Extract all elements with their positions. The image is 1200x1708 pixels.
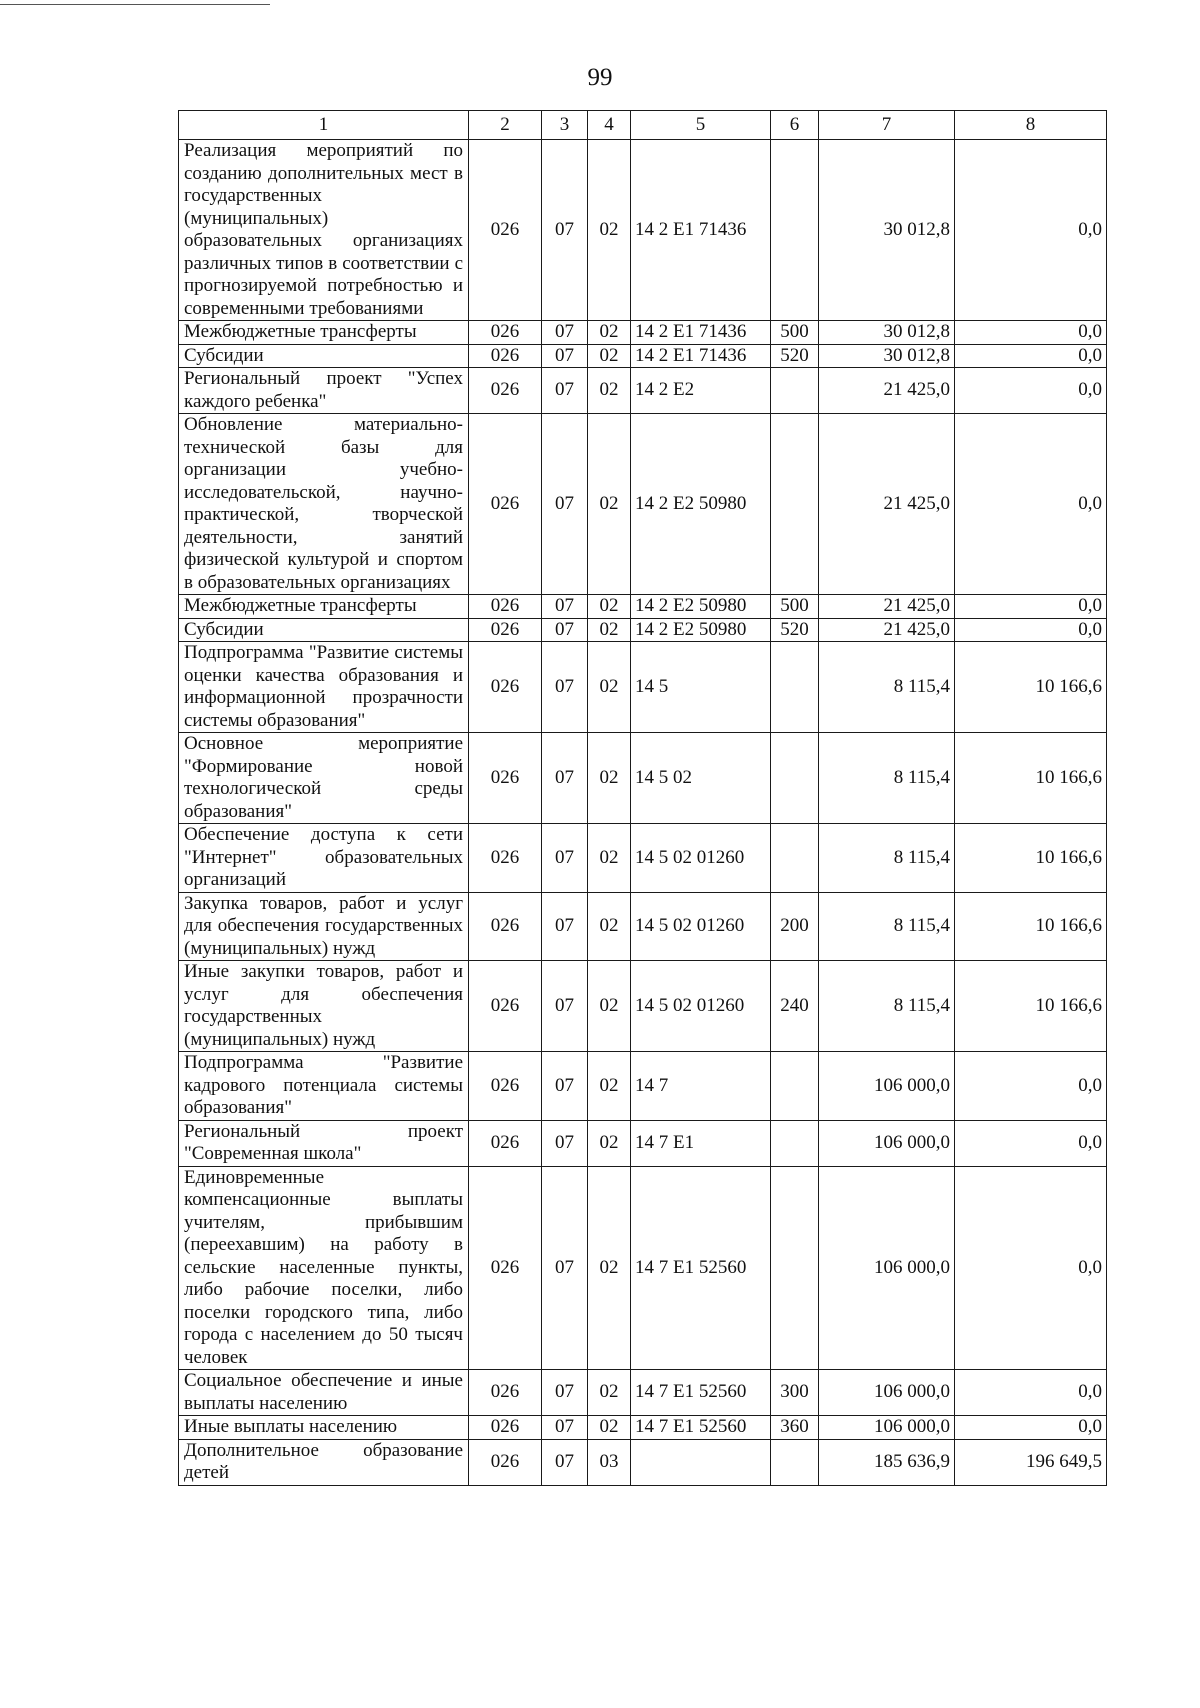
expense-type-cell (771, 1166, 819, 1370)
row-name-cell: Подпрограмма "Развитие системы оценки качества образования и информационной прозрачности системы образования" (179, 642, 469, 733)
amount-col7-cell: 106 000,0 (819, 1416, 955, 1440)
amount-col7-cell: 8 115,4 (819, 733, 955, 824)
ministry-code-cell: 026 (469, 344, 542, 368)
amount-col7-cell: 106 000,0 (819, 1166, 955, 1370)
amount-col8-cell: 0,0 (955, 1120, 1107, 1166)
row-name-cell: Дополнительное образование детей (179, 1439, 469, 1485)
column-header: 8 (955, 111, 1107, 140)
column-header: 4 (588, 111, 631, 140)
amount-col8-cell: 196 649,5 (955, 1439, 1107, 1485)
amount-col8-cell: 0,0 (955, 321, 1107, 345)
target-article-cell: 14 5 02 01260 (631, 824, 771, 893)
table-row (179, 824, 1107, 893)
ministry-code-cell: 026 (469, 368, 542, 414)
table-row (179, 414, 1107, 595)
amount-col8-cell: 10 166,6 (955, 892, 1107, 961)
subsection-code-cell: 02 (588, 961, 631, 1052)
ministry-code-cell: 026 (469, 595, 542, 619)
amount-col7-cell: 21 425,0 (819, 414, 955, 595)
amount-col8-cell: 0,0 (955, 618, 1107, 642)
expense-type-cell: 500 (771, 595, 819, 619)
subsection-code-cell: 02 (588, 321, 631, 345)
target-article-cell: 14 2 E2 50980 (631, 595, 771, 619)
section-code-cell: 07 (542, 140, 588, 321)
target-article-cell (631, 1439, 771, 1485)
column-header: 6 (771, 111, 819, 140)
column-header: 2 (469, 111, 542, 140)
amount-col8-cell: 10 166,6 (955, 733, 1107, 824)
subsection-code-cell: 02 (588, 733, 631, 824)
section-code-cell: 07 (542, 368, 588, 414)
amount-col8-cell: 0,0 (955, 414, 1107, 595)
expense-type-cell (771, 642, 819, 733)
table-row (179, 961, 1107, 1052)
table-body (179, 111, 1107, 1486)
amount-col8-cell: 0,0 (955, 1370, 1107, 1416)
subsection-code-cell: 02 (588, 1166, 631, 1370)
ministry-code-cell: 026 (469, 140, 542, 321)
subsection-code-cell: 02 (588, 1370, 631, 1416)
target-article-cell: 14 5 02 (631, 733, 771, 824)
section-code-cell: 07 (542, 642, 588, 733)
target-article-cell: 14 5 02 01260 (631, 961, 771, 1052)
table-row (179, 1120, 1107, 1166)
target-article-cell: 14 2 E2 50980 (631, 414, 771, 595)
subsection-code-cell: 02 (588, 140, 631, 321)
section-code-cell: 07 (542, 961, 588, 1052)
amount-col7-cell: 185 636,9 (819, 1439, 955, 1485)
expense-type-cell (771, 733, 819, 824)
amount-col8-cell: 0,0 (955, 1052, 1107, 1121)
subsection-code-cell: 02 (588, 1052, 631, 1121)
expense-type-cell: 240 (771, 961, 819, 1052)
amount-col7-cell: 30 012,8 (819, 344, 955, 368)
subsection-code-cell: 02 (588, 824, 631, 893)
subsection-code-cell: 02 (588, 1416, 631, 1440)
amount-col8-cell: 0,0 (955, 140, 1107, 321)
row-name-cell: Обеспечение доступа к сети "Интернет" образовательных организаций (179, 824, 469, 893)
target-article-cell: 14 7 E1 52560 (631, 1166, 771, 1370)
row-name-cell: Основное мероприятие "Формирование новой технологической среды образования" (179, 733, 469, 824)
row-name-cell: Региональный проект "Современная школа" (179, 1120, 469, 1166)
budget-table (178, 110, 1107, 1486)
expense-type-cell (771, 1052, 819, 1121)
row-name-cell: Закупка товаров, работ и услуг для обеспечения государственных (муниципальных) нужд (179, 892, 469, 961)
section-code-cell: 07 (542, 618, 588, 642)
expense-type-cell: 520 (771, 618, 819, 642)
amount-col8-cell: 10 166,6 (955, 642, 1107, 733)
table-row (179, 1416, 1107, 1440)
subsection-code-cell: 02 (588, 368, 631, 414)
section-code-cell: 07 (542, 414, 588, 595)
amount-col8-cell: 10 166,6 (955, 824, 1107, 893)
row-name-cell: Иные закупки товаров, работ и услуг для обеспечения государственных (муниципальных) нужд (179, 961, 469, 1052)
row-name-cell: Межбюджетные трансферты (179, 595, 469, 619)
amount-col7-cell: 8 115,4 (819, 961, 955, 1052)
row-name-cell: Региональный проект "Успех каждого ребенка" (179, 368, 469, 414)
amount-col8-cell: 0,0 (955, 344, 1107, 368)
ministry-code-cell: 026 (469, 892, 542, 961)
table-row (179, 595, 1107, 619)
page-number: 99 (587, 64, 613, 91)
ministry-code-cell: 026 (469, 1416, 542, 1440)
row-name-cell: Межбюджетные трансферты (179, 321, 469, 345)
row-name-cell: Иные выплаты населению (179, 1416, 469, 1440)
expense-type-cell (771, 368, 819, 414)
column-header: 3 (542, 111, 588, 140)
row-name-cell: Социальное обеспечение и иные выплаты населению (179, 1370, 469, 1416)
amount-col7-cell: 30 012,8 (819, 321, 955, 345)
table-row (179, 321, 1107, 345)
amount-col7-cell: 8 115,4 (819, 642, 955, 733)
amount-col7-cell: 106 000,0 (819, 1052, 955, 1121)
expense-type-cell (771, 1120, 819, 1166)
subsection-code-cell: 02 (588, 618, 631, 642)
expense-type-cell (771, 1439, 819, 1485)
ministry-code-cell: 026 (469, 824, 542, 893)
table-row (179, 733, 1107, 824)
ministry-code-cell: 026 (469, 414, 542, 595)
target-article-cell: 14 2 E1 71436 (631, 321, 771, 345)
section-code-cell: 07 (542, 344, 588, 368)
target-article-cell: 14 7 E1 52560 (631, 1370, 771, 1416)
amount-col8-cell: 10 166,6 (955, 961, 1107, 1052)
amount-col7-cell: 21 425,0 (819, 618, 955, 642)
section-code-cell: 07 (542, 1166, 588, 1370)
subsection-code-cell: 03 (588, 1439, 631, 1485)
section-code-cell: 07 (542, 1439, 588, 1485)
section-code-cell: 07 (542, 1052, 588, 1121)
ministry-code-cell: 026 (469, 321, 542, 345)
expense-type-cell (771, 414, 819, 595)
amount-col8-cell: 0,0 (955, 1166, 1107, 1370)
section-code-cell: 07 (542, 824, 588, 893)
subsection-code-cell: 02 (588, 892, 631, 961)
target-article-cell: 14 2 E1 71436 (631, 140, 771, 321)
ministry-code-cell: 026 (469, 1370, 542, 1416)
table-row (179, 618, 1107, 642)
target-article-cell: 14 2 E1 71436 (631, 344, 771, 368)
target-article-cell: 14 7 E1 52560 (631, 1416, 771, 1440)
amount-col7-cell: 30 012,8 (819, 140, 955, 321)
row-name-cell: Субсидии (179, 618, 469, 642)
amount-col7-cell: 106 000,0 (819, 1120, 955, 1166)
subsection-code-cell: 02 (588, 414, 631, 595)
expense-type-cell (771, 140, 819, 321)
ministry-code-cell: 026 (469, 618, 542, 642)
column-header: 5 (631, 111, 771, 140)
amount-col7-cell: 8 115,4 (819, 892, 955, 961)
target-article-cell: 14 2 E2 (631, 368, 771, 414)
column-header: 1 (179, 111, 469, 140)
expense-type-cell: 500 (771, 321, 819, 345)
target-article-cell: 14 2 E2 50980 (631, 618, 771, 642)
amount-col8-cell: 0,0 (955, 368, 1107, 414)
table-row (179, 892, 1107, 961)
section-code-cell: 07 (542, 1120, 588, 1166)
column-header: 7 (819, 111, 955, 140)
ministry-code-cell: 026 (469, 1439, 542, 1485)
ministry-code-cell: 026 (469, 961, 542, 1052)
ministry-code-cell: 026 (469, 733, 542, 824)
section-code-cell: 07 (542, 1416, 588, 1440)
ministry-code-cell: 026 (469, 1166, 542, 1370)
row-name-cell: Реализация мероприятий по созданию дополнительных мест в государственных (муниципальных) образовательных организациях различных типов в соответствии с прогнозируемой потребностью и современными требованиями (179, 140, 469, 321)
table-row (179, 1439, 1107, 1485)
row-name-cell: Обновление материально-технической базы для организации учебно-исследовательской, научно-практической, творческой деятельности, занятий физической культурой и спортом в образовательных организациях (179, 414, 469, 595)
amount-col7-cell: 21 425,0 (819, 368, 955, 414)
table-row (179, 368, 1107, 414)
table-row (179, 1370, 1107, 1416)
amount-col7-cell: 106 000,0 (819, 1370, 955, 1416)
table-row (179, 642, 1107, 733)
table-row (179, 344, 1107, 368)
top-edge-rule (0, 4, 270, 5)
target-article-cell: 14 7 E1 (631, 1120, 771, 1166)
amount-col8-cell: 0,0 (955, 595, 1107, 619)
table-row (179, 1052, 1107, 1121)
table-row (179, 1166, 1107, 1370)
row-name-cell: Подпрограмма "Развитие кадрового потенциала системы образования" (179, 1052, 469, 1121)
section-code-cell: 07 (542, 595, 588, 619)
target-article-cell: 14 5 02 01260 (631, 892, 771, 961)
section-code-cell: 07 (542, 321, 588, 345)
target-article-cell: 14 7 (631, 1052, 771, 1121)
section-code-cell: 07 (542, 892, 588, 961)
expense-type-cell: 300 (771, 1370, 819, 1416)
row-name-cell: Субсидии (179, 344, 469, 368)
ministry-code-cell: 026 (469, 1120, 542, 1166)
section-code-cell: 07 (542, 733, 588, 824)
amount-col7-cell: 21 425,0 (819, 595, 955, 619)
ministry-code-cell: 026 (469, 1052, 542, 1121)
target-article-cell: 14 5 (631, 642, 771, 733)
expense-type-cell: 360 (771, 1416, 819, 1440)
expense-type-cell: 520 (771, 344, 819, 368)
table-row (179, 140, 1107, 321)
expense-type-cell: 200 (771, 892, 819, 961)
column-number-row (179, 111, 1107, 140)
row-name-cell: Единовременные компенсационные выплаты учителям, прибывшим (переехавшим) на работу в сельские населенные пункты, либо рабочие поселки, либо поселки городского типа, либо города с населением до 50 тысяч человек (179, 1166, 469, 1370)
subsection-code-cell: 02 (588, 1120, 631, 1166)
subsection-code-cell: 02 (588, 344, 631, 368)
ministry-code-cell: 026 (469, 642, 542, 733)
expense-type-cell (771, 824, 819, 893)
amount-col8-cell: 0,0 (955, 1416, 1107, 1440)
subsection-code-cell: 02 (588, 595, 631, 619)
amount-col7-cell: 8 115,4 (819, 824, 955, 893)
section-code-cell: 07 (542, 1370, 588, 1416)
subsection-code-cell: 02 (588, 642, 631, 733)
